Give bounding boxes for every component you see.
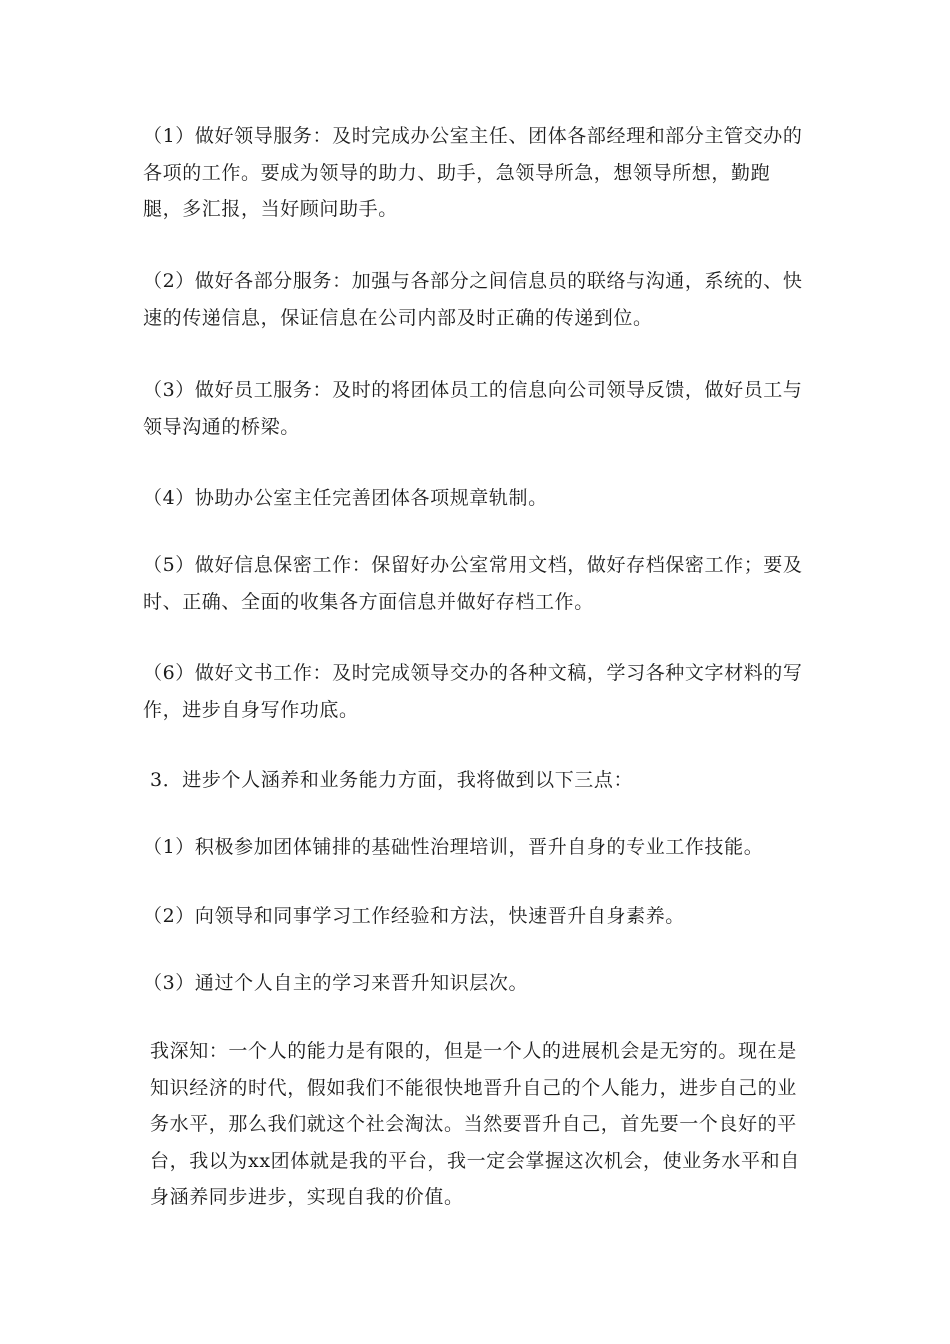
paragraph-regulations: （4）协助办公室主任完善团体各项规章轨制。 xyxy=(143,487,548,509)
paragraph-department-service: （2）做好各部分服务：加强与各部分之间信息员的联络与沟通，系统的、快速的传递信息，保证信息在公司内部及时正确的传递到位。 xyxy=(143,270,803,329)
paragraph-documents: （6）做好文书工作：及时完成领导交办的各种文稿，学习各种文字材料的写作，进步自身写作功底。 xyxy=(143,662,803,721)
paragraph-conclusion: 我深知：一个人的能力是有限的，但是一个人的进展机会是无穷的。现在是知识经济的时代，假如我们不能很快地晋升自己的个人能力，进步自己的业务水平，那么我们就这个社会淘汰。当然要晋升自己，首先要一个良好的平台，我以为xx团体就是我的平台，我一定会掌握这次机会，使业务水平和自身涵养同步进步，实现自我的价值。 xyxy=(150,1040,800,1208)
paragraph-training: （1）积极参加团体铺排的基础性治理培训，晋升自身的专业工作技能。 xyxy=(143,836,764,858)
paragraph-leader-service: （1）做好领导服务：及时完成办公室主任、团体各部经理和部分主管交办的各项的工作。要成为领导的助力、助手，急领导所急，想领导所想，勤跑腿，多汇报，当好顾问助手。 xyxy=(143,125,803,220)
section-heading-3: 3．进步个人涵养和业务能力方面，我将做到以下三点： xyxy=(150,769,634,791)
paragraph-staff-service: （3）做好员工服务：及时的将团体员工的信息向公司领导反馈，做好员工与领导沟通的桥梁。 xyxy=(143,379,803,438)
paragraph-learn-from-peers: （2）向领导和同事学习工作经验和方法，快速晋升自身素养。 xyxy=(143,905,685,927)
paragraph-confidentiality: （5）做好信息保密工作：保留好办公室常用文档，做好存档保密工作；要及时、正确、全面的收集各方面信息并做好存档工作。 xyxy=(143,554,803,613)
paragraph-self-study: （3）通过个人自主的学习来晋升知识层次。 xyxy=(143,972,529,994)
